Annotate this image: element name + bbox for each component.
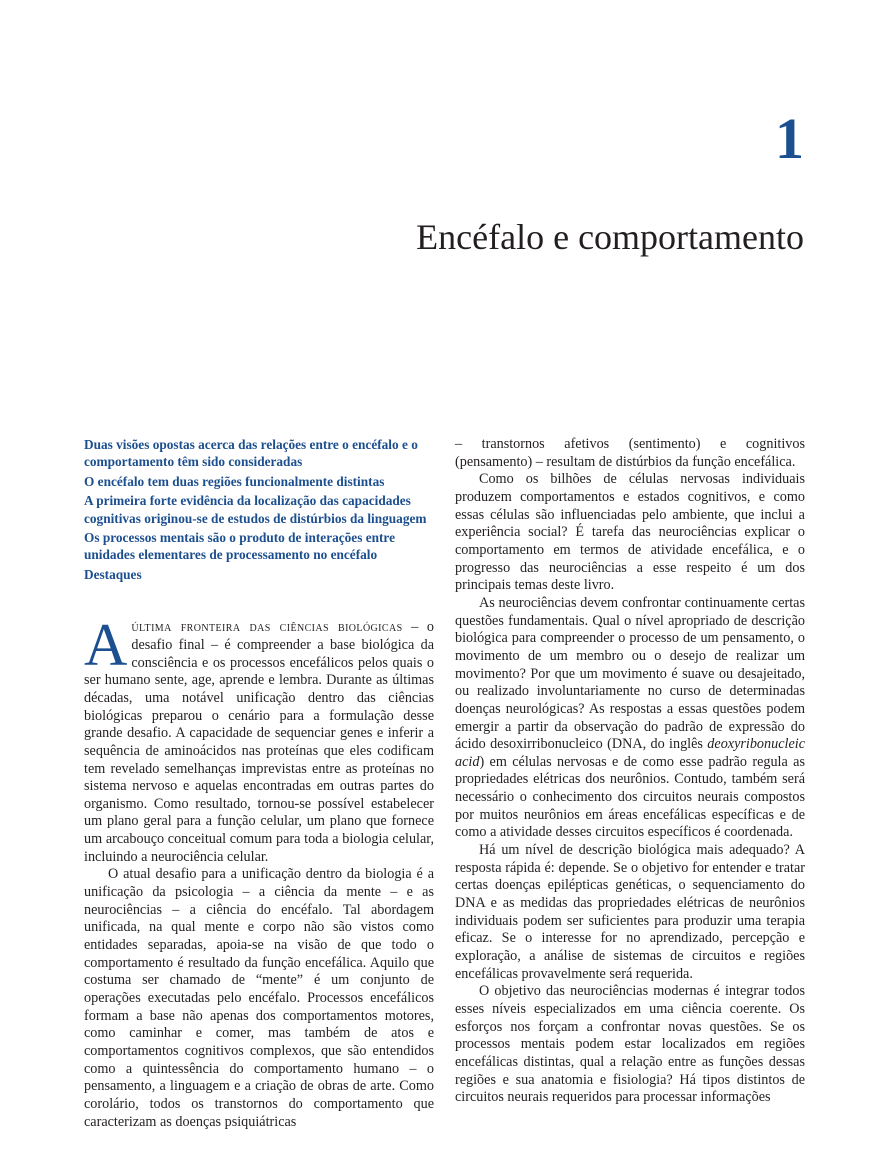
body-paragraph: Há um nível de descrição biológica mais adequado? A resposta rápida é: depende. Se o objetivo for entender e tratar certas doenças epilépticas genéticas, o sequenciamento do DNA e as medidas das propriedades elétricas de neurônios individuais podem ser suficientes para produzir uma terapia eficaz. Se o interesse for no aprendizado, percepção e exploração, a análise de sistemas de circuitos e regiões encefálicas provavelmente será requerida. (455, 842, 805, 982)
right-column (455, 436, 805, 1107)
outline-item: Destaques (84, 566, 142, 582)
body-paragraph: O objetivo das neurociências modernas é integrar todos esses níveis especializados em uma ciência coerente. Os esforços nos forçam a confrontar novas questões. Se os processos mentais podem estar localizados em regiões encefálicas distintas, qual a relação entre as funções dessas regiões e sua anatomia e fisiologia? Há tipos distintos de circuitos neurais requeridos para processar informações (455, 983, 805, 1106)
dna-text-before: As neurociências devem confrontar continuamente certas questões fundamentais. Qual o nível apropriado de descrição biológica para compreender o processo de um pensamento, o movimento de um membro ou o desejo de realizar um movimento? Por que um movimento é suave ou desajeitado, ou realizado involuntariamente no curso de determinadas doenças neurológicas? As respostas a essas questões podem emergir a partir da observação do padrão de expressão do ácido desoxirribonucleico (DNA, do inglês (455, 594, 805, 753)
body-paragraph: Como os bilhões de células nervosas individuais produzem comportamentos e estados cognitivos, e como essas células são influenciadas pelo ambiente, que inclui a experiência social? É tarefa das neurociências explicar o comportamento em termos de atividade encefálica, e o progresso das neurociências a esse respeito é um dos principais temas deste livro. (455, 471, 805, 594)
intro-smallcaps: última fronteira das ciências biológicas (131, 619, 403, 636)
chapter-outline (84, 436, 434, 583)
outline-item: O encéfalo tem duas regiões funcionalmente distintas (84, 473, 385, 489)
chapter-number: 1 (775, 106, 804, 171)
continued-paragraph: – transtornos afetivos (sentimento) e cognitivos (pensamento) – resultam de distúrbios da função encefálica. (455, 436, 805, 470)
left-column (84, 436, 434, 1131)
body-paragraph-dna (455, 595, 805, 842)
body-paragraph: O atual desafio para a unificação dentro da biologia é a unificação da psicologia – a ciência da mente – e as neurociências – a ciência do encéfalo. Tal abordagem unificada, na qual mente e corpo não são vistos como entidades separadas, apoia-se na visão de que todo o comportamento é resultado da função encefálica. Aquilo que costuma ser chamado de “mente” é um conjunto de operações executadas pelo encéfalo. Processos encefálicos formam a base não apenas dos comportamentos motores, como caminhar e comer, mas também de atos e comportamentos cognitivos complexos, que são entendidos como a quintessência do comportamento humano – o pensamento, a linguagem e a criação de obras de arte. Como corolário, todos os transtornos do comportamento que caracterizam as doenças psiquiátricas (84, 866, 434, 1130)
dna-italic-term: deoxyribonucleic acid (455, 736, 805, 770)
drop-cap: A (84, 612, 128, 679)
outline-item: A primeira forte evidência da localização das capacidades cognitivas originou-se de estudos de distúrbios da linguagem (84, 493, 427, 526)
outline-item: Duas visões opostas acerca das relações entre o encéfalo e o comportamento têm sido consideradas (84, 437, 418, 470)
intro-paragraph (84, 612, 434, 866)
intro-text: – o desafio final – é compreender a base biológica da consciência e os processos encefálicos pelos quais o ser humano sente, age, aprende e lembra. Durante as últimas décadas, uma notável unificação dentro das ciências biológicas preparou o cenário para a formulação desse grande desafio. A capacidade de sequenciar genes e inferir a sequência de aminoácidos nas proteínas que eles codificam tem revelado semelhanças imprevistas entre as proteínas no sistema nervoso e aquelas encontradas em outras partes do organismo. Como resultado, tornou-se possível estabelecer um plano geral para a função celular, um plano que fornece um arcabouço conceitual comum para toda a biologia celular, incluindo a neurociência celular. (84, 619, 434, 865)
dna-text-after: ) em células nervosas e de como esse padrão regula as propriedades elétricas dos neurônios. Contudo, também será necessário o conhecimento dos circuitos neurais compostos por muitos neurônios em áreas encefálicas específicas e de como a atividade desses circuitos específicos é coordenada. (455, 753, 805, 841)
chapter-title: Encéfalo e comportamento (416, 217, 804, 257)
outline-item: Os processos mentais são o produto de interações entre unidades elementares de processamento no encéfalo (84, 530, 395, 563)
